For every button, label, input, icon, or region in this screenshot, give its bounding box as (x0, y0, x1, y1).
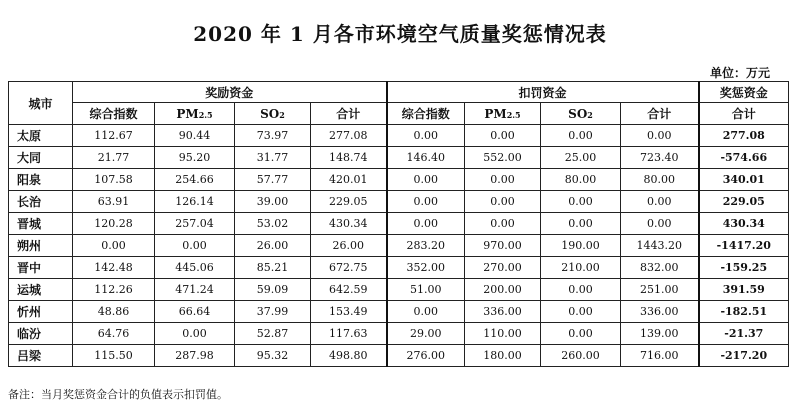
value-cell: 63.91 (73, 191, 155, 213)
value-cell: 59.09 (235, 279, 311, 301)
value-cell: 0.00 (387, 125, 465, 147)
value-cell: 107.58 (73, 169, 155, 191)
value-cell: 0.00 (541, 191, 621, 213)
value-cell: 85.21 (235, 257, 311, 279)
header-city: 城市 (9, 82, 73, 125)
table-row (9, 345, 789, 367)
value-cell: 66.64 (155, 301, 235, 323)
value-cell: 260.00 (541, 345, 621, 367)
net-total-cell: -1417.20 (699, 235, 789, 257)
value-cell: 57.77 (235, 169, 311, 191)
header-col: 综合指数 (73, 103, 155, 125)
value-cell: 445.06 (155, 257, 235, 279)
value-cell: 0.00 (465, 125, 541, 147)
header-col: SO2 (235, 103, 311, 125)
value-cell: 716.00 (621, 345, 699, 367)
value-cell: 51.00 (387, 279, 465, 301)
value-cell: 0.00 (541, 301, 621, 323)
value-cell: 336.00 (621, 301, 699, 323)
table-row (9, 169, 789, 191)
city-cell: 朔州 (9, 235, 73, 257)
value-cell: 0.00 (465, 191, 541, 213)
value-cell: 0.00 (621, 191, 699, 213)
value-cell: 200.00 (465, 279, 541, 301)
value-cell: 64.76 (73, 323, 155, 345)
value-cell: 31.77 (235, 147, 311, 169)
value-cell: 277.08 (311, 125, 387, 147)
page-title: 2020 年 1 月各市环境空气质量奖惩情况表 (193, 22, 607, 46)
city-cell: 晋城 (9, 213, 73, 235)
value-cell: 26.00 (311, 235, 387, 257)
value-cell: 120.28 (73, 213, 155, 235)
value-cell: 0.00 (387, 169, 465, 191)
value-cell: 95.32 (235, 345, 311, 367)
header-col: PM2.5 (465, 103, 541, 125)
table-row (9, 191, 789, 213)
value-cell: 153.49 (311, 301, 387, 323)
header-penalty-group: 扣罚资金 (387, 82, 699, 103)
value-cell: 90.44 (155, 125, 235, 147)
value-cell: 430.34 (311, 213, 387, 235)
city-cell: 阳泉 (9, 169, 73, 191)
value-cell: 0.00 (155, 235, 235, 257)
value-cell: 146.40 (387, 147, 465, 169)
value-cell: 112.67 (73, 125, 155, 147)
value-cell: 0.00 (465, 213, 541, 235)
footnote: 备注：当月奖惩资金合计的负值表示扣罚值。 (8, 388, 228, 401)
value-cell: 53.02 (235, 213, 311, 235)
value-cell: 0.00 (465, 169, 541, 191)
value-cell: 0.00 (387, 213, 465, 235)
value-cell: 336.00 (465, 301, 541, 323)
city-cell: 大同 (9, 147, 73, 169)
value-cell: 180.00 (465, 345, 541, 367)
table-row (9, 213, 789, 235)
value-cell: 257.04 (155, 213, 235, 235)
value-cell: 832.00 (621, 257, 699, 279)
city-cell: 运城 (9, 279, 73, 301)
unit-label: 单位：万元 (709, 66, 770, 80)
header-net-sub: 合计 (699, 103, 789, 125)
value-cell: 552.00 (465, 147, 541, 169)
table-row (9, 301, 789, 323)
value-cell: 0.00 (541, 323, 621, 345)
value-cell: 672.75 (311, 257, 387, 279)
header-net-group: 奖惩资金 (699, 82, 789, 103)
header-col: PM2.5 (155, 103, 235, 125)
table-row (9, 125, 789, 147)
net-total-cell: 277.08 (699, 125, 789, 147)
net-total-cell: -159.25 (699, 257, 789, 279)
table-row (9, 235, 789, 257)
net-total-cell: -217.20 (699, 345, 789, 367)
city-cell: 长治 (9, 191, 73, 213)
net-total-cell: 229.05 (699, 191, 789, 213)
value-cell: 29.00 (387, 323, 465, 345)
header-col: 合计 (311, 103, 387, 125)
value-cell: 95.20 (155, 147, 235, 169)
value-cell: 80.00 (541, 169, 621, 191)
value-cell: 270.00 (465, 257, 541, 279)
value-cell: 0.00 (541, 213, 621, 235)
net-total-cell: 340.01 (699, 169, 789, 191)
value-cell: 1443.20 (621, 235, 699, 257)
net-total-cell: -182.51 (699, 301, 789, 323)
value-cell: 117.63 (311, 323, 387, 345)
value-cell: 210.00 (541, 257, 621, 279)
value-cell: 126.14 (155, 191, 235, 213)
header-col: SO2 (541, 103, 621, 125)
net-total-cell: -574.66 (699, 147, 789, 169)
value-cell: 115.50 (73, 345, 155, 367)
table-row (9, 279, 789, 301)
value-cell: 0.00 (621, 213, 699, 235)
value-cell: 970.00 (465, 235, 541, 257)
value-cell: 471.24 (155, 279, 235, 301)
value-cell: 142.48 (73, 257, 155, 279)
value-cell: 48.86 (73, 301, 155, 323)
city-cell: 太原 (9, 125, 73, 147)
value-cell: 0.00 (541, 125, 621, 147)
value-cell: 21.77 (73, 147, 155, 169)
value-cell: 139.00 (621, 323, 699, 345)
value-cell: 0.00 (541, 279, 621, 301)
value-cell: 0.00 (155, 323, 235, 345)
value-cell: 642.59 (311, 279, 387, 301)
net-total-cell: 430.34 (699, 213, 789, 235)
value-cell: 0.00 (387, 301, 465, 323)
city-cell: 临汾 (9, 323, 73, 345)
value-cell: 0.00 (621, 125, 699, 147)
value-cell: 25.00 (541, 147, 621, 169)
value-cell: 254.66 (155, 169, 235, 191)
value-cell: 283.20 (387, 235, 465, 257)
table-row (9, 147, 789, 169)
value-cell: 37.99 (235, 301, 311, 323)
net-total-cell: 391.59 (699, 279, 789, 301)
table-body (9, 125, 789, 367)
value-cell: 52.87 (235, 323, 311, 345)
header-col: 综合指数 (387, 103, 465, 125)
value-cell: 420.01 (311, 169, 387, 191)
value-cell: 110.00 (465, 323, 541, 345)
value-cell: 723.40 (621, 147, 699, 169)
header-col: 合计 (621, 103, 699, 125)
city-cell: 吕梁 (9, 345, 73, 367)
value-cell: 80.00 (621, 169, 699, 191)
table-row (9, 257, 789, 279)
value-cell: 73.97 (235, 125, 311, 147)
city-cell: 晋中 (9, 257, 73, 279)
value-cell: 251.00 (621, 279, 699, 301)
value-cell: 0.00 (387, 191, 465, 213)
value-cell: 39.00 (235, 191, 311, 213)
value-cell: 498.80 (311, 345, 387, 367)
net-total-cell: -21.37 (699, 323, 789, 345)
value-cell: 229.05 (311, 191, 387, 213)
city-cell: 忻州 (9, 301, 73, 323)
value-cell: 190.00 (541, 235, 621, 257)
reward-penalty-table (8, 81, 789, 367)
value-cell: 26.00 (235, 235, 311, 257)
value-cell: 0.00 (73, 235, 155, 257)
table-row (9, 323, 789, 345)
value-cell: 276.00 (387, 345, 465, 367)
value-cell: 287.98 (155, 345, 235, 367)
value-cell: 112.26 (73, 279, 155, 301)
header-reward-group: 奖励资金 (73, 82, 387, 103)
value-cell: 148.74 (311, 147, 387, 169)
value-cell: 352.00 (387, 257, 465, 279)
